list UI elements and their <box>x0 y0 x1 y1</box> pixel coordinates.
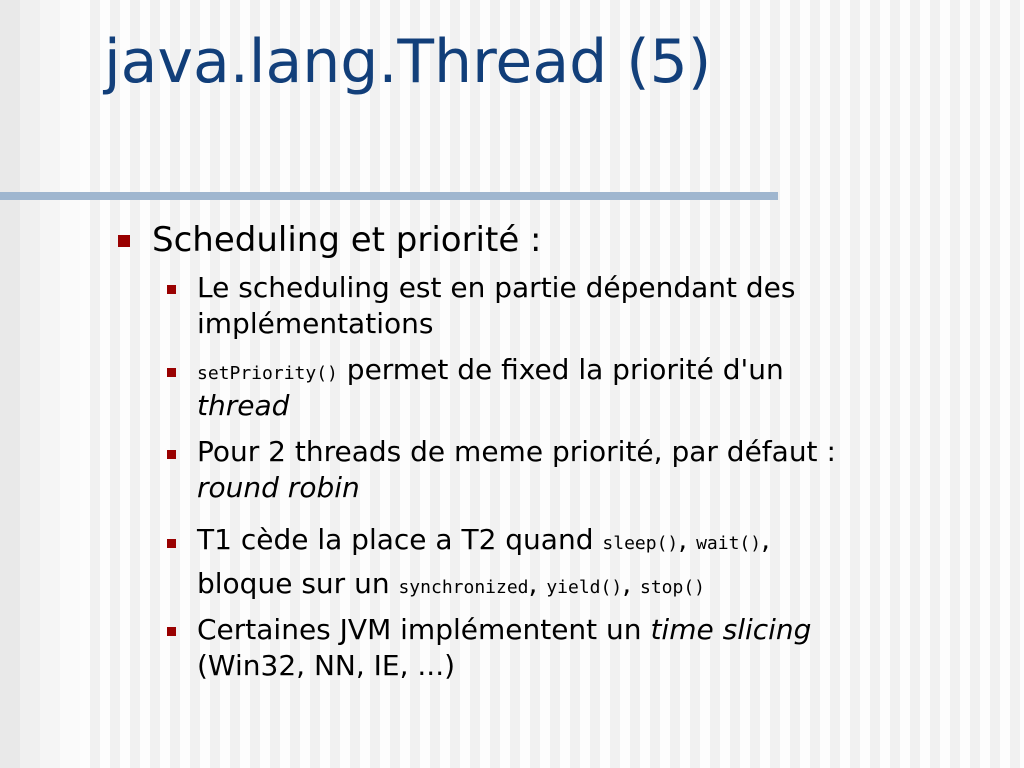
sub-bullet-text: bloque sur un <box>197 567 399 600</box>
sub-bullet-text-line <box>197 522 770 562</box>
sub-bullet-text-line: Pour 2 threads de meme priorité, par défaut : <box>197 435 836 468</box>
code-wait: wait() <box>696 533 762 554</box>
title-divider <box>0 192 778 200</box>
sub-bullet-text: T1 cède la place a T2 quand <box>197 523 603 556</box>
slide-title: java.lang.Thread (5) <box>104 27 712 97</box>
sub-bullet-italic: thread <box>197 389 290 422</box>
code-sleep: sleep() <box>602 533 679 554</box>
code-setpriority: setPriority() <box>197 363 338 384</box>
separator: , <box>528 567 547 600</box>
sub-bullet-italic: time slicing <box>650 613 812 646</box>
square-bullet-icon <box>118 235 130 247</box>
separator: , <box>761 523 770 556</box>
sub-bullet-text-line: Le scheduling est en partie dépendant des <box>197 271 796 304</box>
square-bullet-icon <box>167 285 176 294</box>
main-bullet-text: Scheduling et priorité : <box>152 220 542 260</box>
sub-bullet-text-line <box>197 566 705 606</box>
code-synchronized: synchronized <box>398 577 529 598</box>
sub-bullet-text-line <box>197 612 811 648</box>
square-bullet-icon <box>167 539 176 548</box>
sub-bullet-text-line <box>197 352 784 392</box>
code-yield: yield() <box>546 577 623 598</box>
square-bullet-icon <box>167 450 176 459</box>
separator: , <box>678 523 697 556</box>
square-bullet-icon <box>167 368 176 377</box>
separator: , <box>622 567 640 600</box>
sub-bullet-text-line: implémentations <box>197 307 434 340</box>
code-stop: stop() <box>640 577 706 598</box>
sub-bullet-text: Certaines JVM implémentent un <box>197 613 651 646</box>
sub-bullet-italic: round robin <box>197 471 360 504</box>
sub-bullet-text: permet de fixed la priorité d'un <box>337 353 784 386</box>
sub-bullet-text-line: (Win32, NN, IE, ...) <box>197 649 456 682</box>
square-bullet-icon <box>167 627 176 636</box>
